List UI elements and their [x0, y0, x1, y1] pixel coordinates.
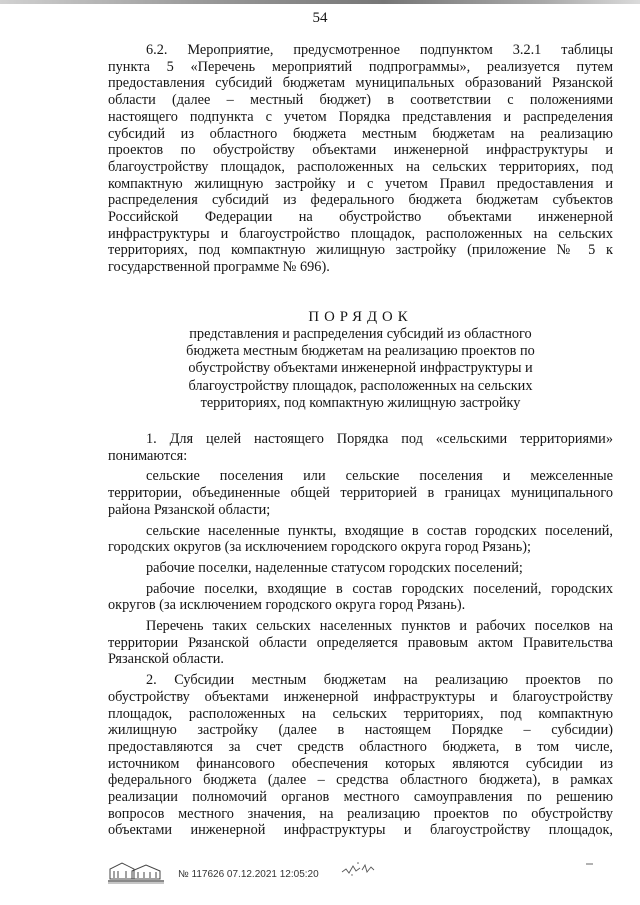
document-title: ПОРЯДОК	[308, 309, 413, 325]
body-line: сельские населенные пункты, входящие в состав городских поселений,	[146, 522, 613, 539]
intro-line: Российской Федерации на обустройство объектами инженерной	[108, 209, 613, 226]
body-line: понимаются:	[108, 447, 188, 464]
body-text	[108, 431, 613, 839]
subtitle-line: обустройству объектами инженерной инфраструктуры и	[188, 360, 533, 377]
registry-logo	[108, 860, 170, 889]
intro-line: пункта 5 «Перечень мероприятий подпрограммы», реализуется путем	[108, 58, 613, 75]
body-line: 2. Субсидии местным бюджетам на реализацию проектов по	[146, 672, 613, 689]
body-line: обустройству объектами инженерной инфраструктуры и благоустройству	[108, 688, 613, 705]
body-line: вопросов местного значения, на реализацию проектов по обустройству	[108, 805, 613, 822]
body-line: района Рязанской области;	[108, 501, 271, 518]
intro-line: распределения субсидий из федерального бюджета бюджетам субъектов	[108, 192, 613, 209]
intro-paragraph	[108, 42, 613, 276]
intro-line: территориях, под компактную жилищную застройку (приложение № 5 к	[108, 242, 613, 259]
body-line: Перечень таких сельских населенных пунктов и рабочих поселков на	[146, 618, 613, 635]
subtitle-line: благоустройству площадок, расположенных на сельских	[188, 377, 533, 394]
subtitle-line: бюджета местным бюджетам на реализацию проектов по	[186, 343, 535, 360]
intro-line: компактную жилищную застройку и с учетом Правил предоставления и	[108, 175, 613, 192]
body-line: территории Рязанской области определяется правовым актом Правительства	[108, 634, 613, 651]
body-line: жилищную застройку (далее в настоящем Порядке – субсидии)	[108, 722, 613, 739]
page-footer	[0, 848, 640, 905]
body-line: предоставляются за счет средств областного бюджета, в том числе,	[108, 738, 613, 755]
scan-speck	[586, 853, 594, 871]
body-line: Рязанской области.	[108, 651, 224, 668]
intro-line: инфраструктуры и благоустройство площадок, расположенных на сельских	[108, 225, 613, 242]
dot-icon	[586, 862, 594, 866]
intro-line: государственной программе № 696).	[108, 259, 330, 276]
body-line: 1. Для целей настоящего Порядка под «сельскими территориями»	[146, 431, 613, 447]
intro-line: проектов по обустройству объектами инженерной инфраструктуры и	[108, 142, 613, 159]
body-line: площадок, расположенных на сельских территориях, под компактную	[108, 705, 613, 722]
body-line: федерального бюджета (далее – средства областного бюджета), в рамках	[108, 772, 613, 789]
scribble-icon	[340, 860, 376, 878]
body-line: реализации полномочий органов местного самоуправления по решению	[108, 789, 613, 806]
subtitle-line: территориях, под компактную жилищную застройку	[200, 394, 521, 411]
body-line: источником финансового обеспечения которых являются субсидии из	[108, 755, 613, 772]
page-number: 54	[312, 10, 328, 26]
building-icon	[108, 860, 170, 884]
intro-line: благоустройству площадок, расположенных на сельских территориях, под	[108, 158, 613, 175]
intro-line: предоставления субсидий бюджетам муниципальных образований Рязанской	[108, 75, 613, 92]
body-line: сельские поселения или сельские поселения и межселенные	[146, 468, 613, 485]
scan-edge	[0, 0, 640, 4]
body-line: рабочие поселки, наделенные статусом городских поселений;	[146, 559, 523, 576]
intro-line: субсидий из областного бюджета местным бюджетам на реализацию	[108, 125, 613, 142]
body-line: объектами инженерной инфраструктуры и благоустройству площадок,	[108, 822, 613, 839]
intro-line: области (далее – местный бюджет) в соответствии с положениями	[108, 92, 613, 109]
document-subtitle	[108, 326, 613, 412]
intro-line: 6.2. Мероприятие, предусмотренное подпунктом 3.2.1 таблицы	[146, 42, 613, 58]
body-line: округов (за исключением городского округа город Рязань).	[108, 597, 466, 614]
subtitle-line: представления и распределения субсидий из областного	[189, 326, 532, 342]
body-line: рабочие поселки, входящие в состав городских поселений, городских	[146, 580, 613, 597]
body-line: городских округов (за исключением городского округа город Рязань);	[108, 539, 532, 556]
body-line: территории, объединенные общей территорией в границах муниципального	[108, 485, 613, 502]
document-stamp: № 117626 07.12.2021 12:05:20	[178, 869, 319, 880]
handwritten-mark	[340, 860, 376, 883]
intro-line: настоящего подпункта с учетом Порядка представления и распределения	[108, 108, 613, 125]
